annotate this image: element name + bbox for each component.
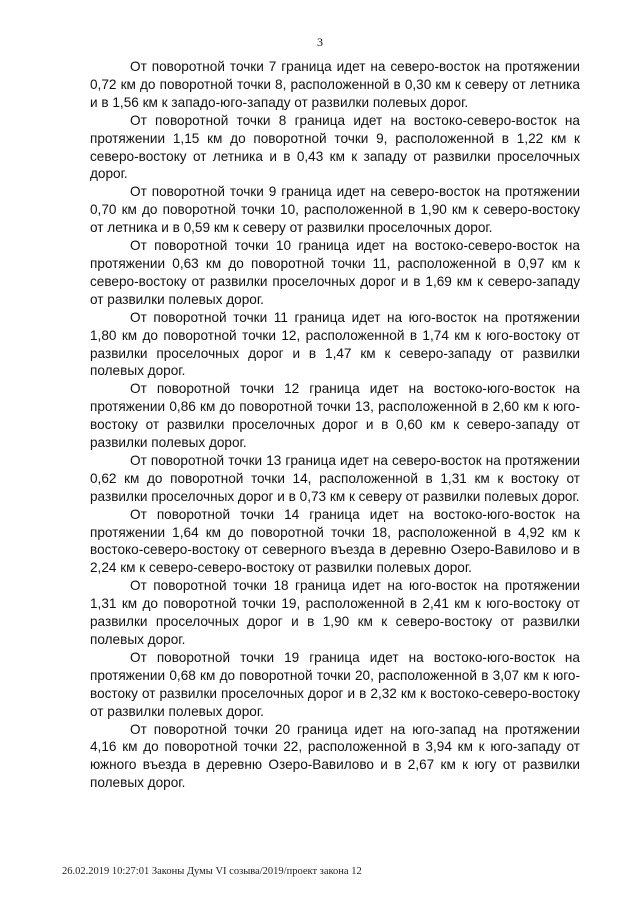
paragraph: От поворотной точки 8 граница идет на востоко-северо-восток на протяжении 1,15 км до поворотной точки 9, расположенной в 1,22 км к северо-востоку от летника и в 0,43 км к западу от развилки проселочных дорог. bbox=[90, 112, 580, 182]
paragraph: От поворотной точки 14 граница идет на востоко-юго-восток на протяжении 1,64 км до поворотной точки 18, расположенной в 4,92 км к востоко-северо-востоку от северного въезда в деревню Озеро-Вавилово и в 2,24 км к северо-северо-востоку от развилки полевых дорог. bbox=[90, 506, 580, 576]
paragraph: От поворотной точки 20 граница идет на юго-запад на протяжении 4,16 км до поворотной точки 22, расположенной в 3,94 км к юго-западу от южного въезда в деревню Озеро-Вавилово и в 2,67 км к югу от развилки полевых дорог. bbox=[90, 721, 580, 791]
paragraph: От поворотной точки 13 граница идет на северо-восток на протяжении 0,62 км до поворотной точки 14, расположенной в 1,31 км к востоку от развилки проселочных дорог и в 0,73 км к северу от развилки полевых дорог. bbox=[90, 452, 580, 504]
paragraph: От поворотной точки 12 граница идет на востоко-юго-восток на протяжении 0,86 км до поворотной точки 13, расположенной в 2,60 км к юго-востоку от развилки проселочных дорог и в 0,60 км к северо-западу от развилки полевых дорог. bbox=[90, 381, 580, 451]
paragraph: От поворотной точки 11 граница идет на юго-восток на протяжении 1,80 км до поворотной точки 12, расположенной в 1,74 км к юго-востоку от развилки проселочных дорог и в 1,47 км к северо-западу от развилки полевых дорог. bbox=[90, 309, 580, 379]
paragraph: От поворотной точки 10 граница идет на востоко-северо-восток на протяжении 0,63 км до поворотной точки 11, расположенной в 0,97 км к северо-востоку от развилки проселочных дорог и в 1,69 км к северо-западу от развилки полевых дорог. bbox=[90, 238, 580, 307]
footer-stamp: 26.02.2019 10:27:01 Законы Думы VI созыва/2019/проект закона 12 bbox=[62, 866, 362, 877]
document-body bbox=[90, 58, 580, 792]
paragraph: От поворотной точки 9 граница идет на северо-восток на протяжении 0,70 км до поворотной точки 10, расположенной в 1,90 км к северо-востоку от летника и в 0,59 км к северу от развилки проселочных дорог. bbox=[90, 184, 580, 236]
paragraph: От поворотной точки 7 граница идет на северо-восток на протяжении 0,72 км до поворотной точки 8, расположенной в 0,30 км к северу от летника и в 1,56 км к западо-юго-западу от развилки полевых дорог. bbox=[90, 59, 580, 110]
paragraph: От поворотной точки 18 граница идет на юго-восток на протяжении 1,31 км до поворотной точки 19, расположенной в 2,41 км к юго-востоку от развилки проселочных дорог и в 1,90 км к северо-востоку от развилки полевых дорог. bbox=[90, 578, 580, 647]
paragraph: От поворотной точки 19 граница идет на востоко-юго-восток на протяжении 0,68 км до поворотной точки 20, расположенной в 3,07 км к юго-востоку от развилки проселочных дорог и в 2,32 км к востоко-северо-востоку от развилки полевых дорог. bbox=[90, 649, 580, 719]
page-number: 3 bbox=[317, 35, 323, 49]
